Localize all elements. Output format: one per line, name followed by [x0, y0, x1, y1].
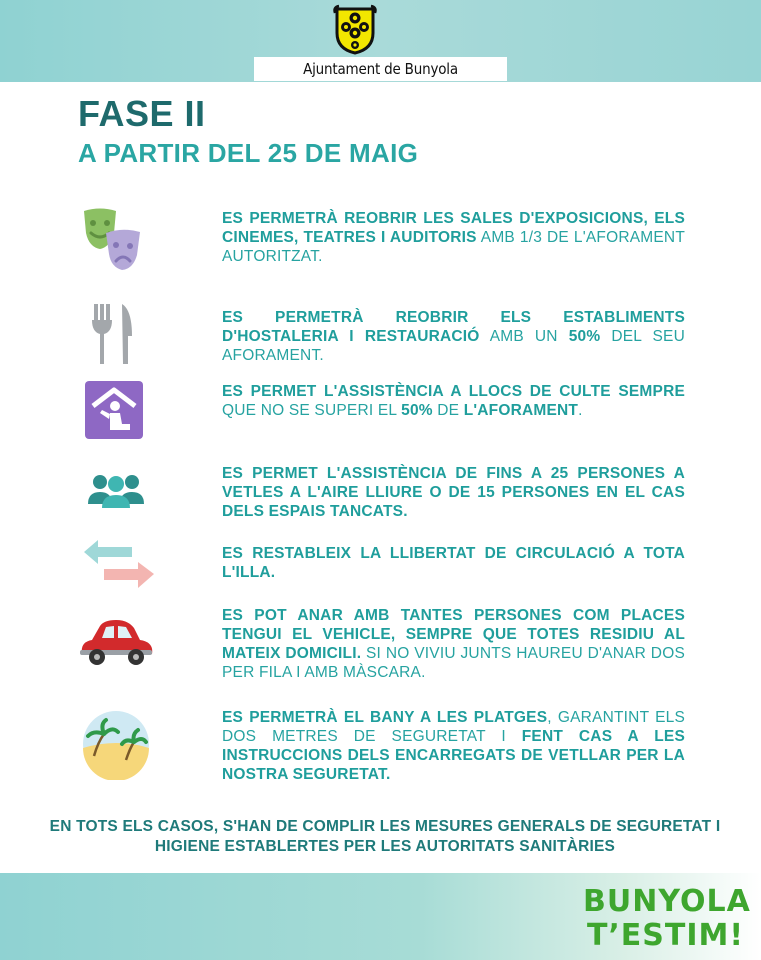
bold-segment: 50% — [568, 328, 601, 345]
bold-segment: ES PERMETRÀ EL BANY A LES PLATGES — [222, 709, 548, 726]
page-title: FASE II — [78, 93, 206, 134]
measure-text — [222, 464, 685, 521]
text-segment: QUE NO SE SUPERI EL — [222, 402, 402, 419]
bold-segment: 50% — [401, 402, 433, 419]
beach-icon — [76, 708, 156, 780]
text-segment: SI NO VIVIU JUNTS HAUREU D'ANAR DOS PER FILA I AMB MÀSCARA. — [222, 645, 685, 681]
measure-text — [222, 606, 685, 682]
bold-segment: L'AFORAMENT — [463, 402, 579, 419]
page-subtitle: A PARTIR DEL 25 DE MAIG — [78, 138, 419, 168]
measure-text — [222, 209, 685, 266]
worship-icon — [76, 380, 156, 446]
bold-segment: ES POT ANAR AMB TANTES PERSONES COM PLACES TENGUI EL VEHICLE, SEMPRE QUE TOTES RESIDIU AL MATEIX DOMICILI. — [222, 607, 685, 662]
measure-text — [222, 308, 685, 365]
bold-segment: ES PERMETRÀ REOBRIR ELS ESTABLIMENTS D'HOSTALERIA I RESTAURACIÓ — [222, 309, 685, 345]
measure-text — [222, 382, 685, 420]
organization-name: Ajuntament de Bunyola — [254, 57, 507, 81]
bold-segment: FENT CAS A LES INSTRUCCIONS DELS ENCARREGATS DE VETLLAR PER LA NOSTRA SEGURETAT. — [222, 728, 685, 783]
arrows-exchange-icon — [76, 538, 156, 604]
measure-text — [222, 544, 685, 582]
theater-masks-icon — [76, 207, 156, 273]
text-segment: AMB 1/3 DE L'AFORAMENT AUTORITZAT. — [222, 229, 685, 265]
text-segment: DEL SEU AFORAMENT. — [222, 328, 685, 364]
coat-of-arms-icon — [331, 3, 379, 55]
fork-knife-icon — [76, 302, 156, 368]
text-segment: DE — [432, 402, 464, 419]
bold-segment: ES PERMETRÀ REOBRIR LES SALES D'EXPOSICIONS, ELS CINEMES, TEATRES I AUDITORIS — [222, 210, 685, 246]
bold-segment: ES PERMET L'ASSISTÈNCIA DE FINS A 25 PERSONES A VETLES A L'AIRE LLIURE O DE 15 PERSONES EN EL CAS DELS ESPAIS TANCATS. — [222, 465, 685, 520]
text-segment: AMB UN — [479, 328, 569, 345]
car-icon — [76, 612, 156, 678]
footer-note: EN TOTS ELS CASOS, S'HAN DE COMPLIR LES MESURES GENERALS DE SEGURETAT I HIGIENE ESTABLERTES PER LES AUTORITATS SANITÀRIES — [49, 818, 721, 855]
measure-text — [222, 708, 685, 784]
text-segment: . — [578, 402, 583, 419]
people-group-icon — [76, 462, 156, 528]
slogan-line-2: T’ESTIM! — [586, 918, 745, 953]
bold-segment: ES PERMET L'ASSISTÈNCIA A LLOCS DE CULTE SEMPRE — [222, 383, 685, 400]
text-segment: , GARANTINT ELS DOS METRES DE SEGURETAT I — [222, 709, 685, 745]
slogan — [583, 884, 751, 953]
slogan-line-1: BUNYOLA — [583, 884, 751, 919]
bold-segment: ES RESTABLEIX LA LLIBERTAT DE CIRCULACIÓ A TOTA L'ILLA. — [222, 545, 685, 581]
